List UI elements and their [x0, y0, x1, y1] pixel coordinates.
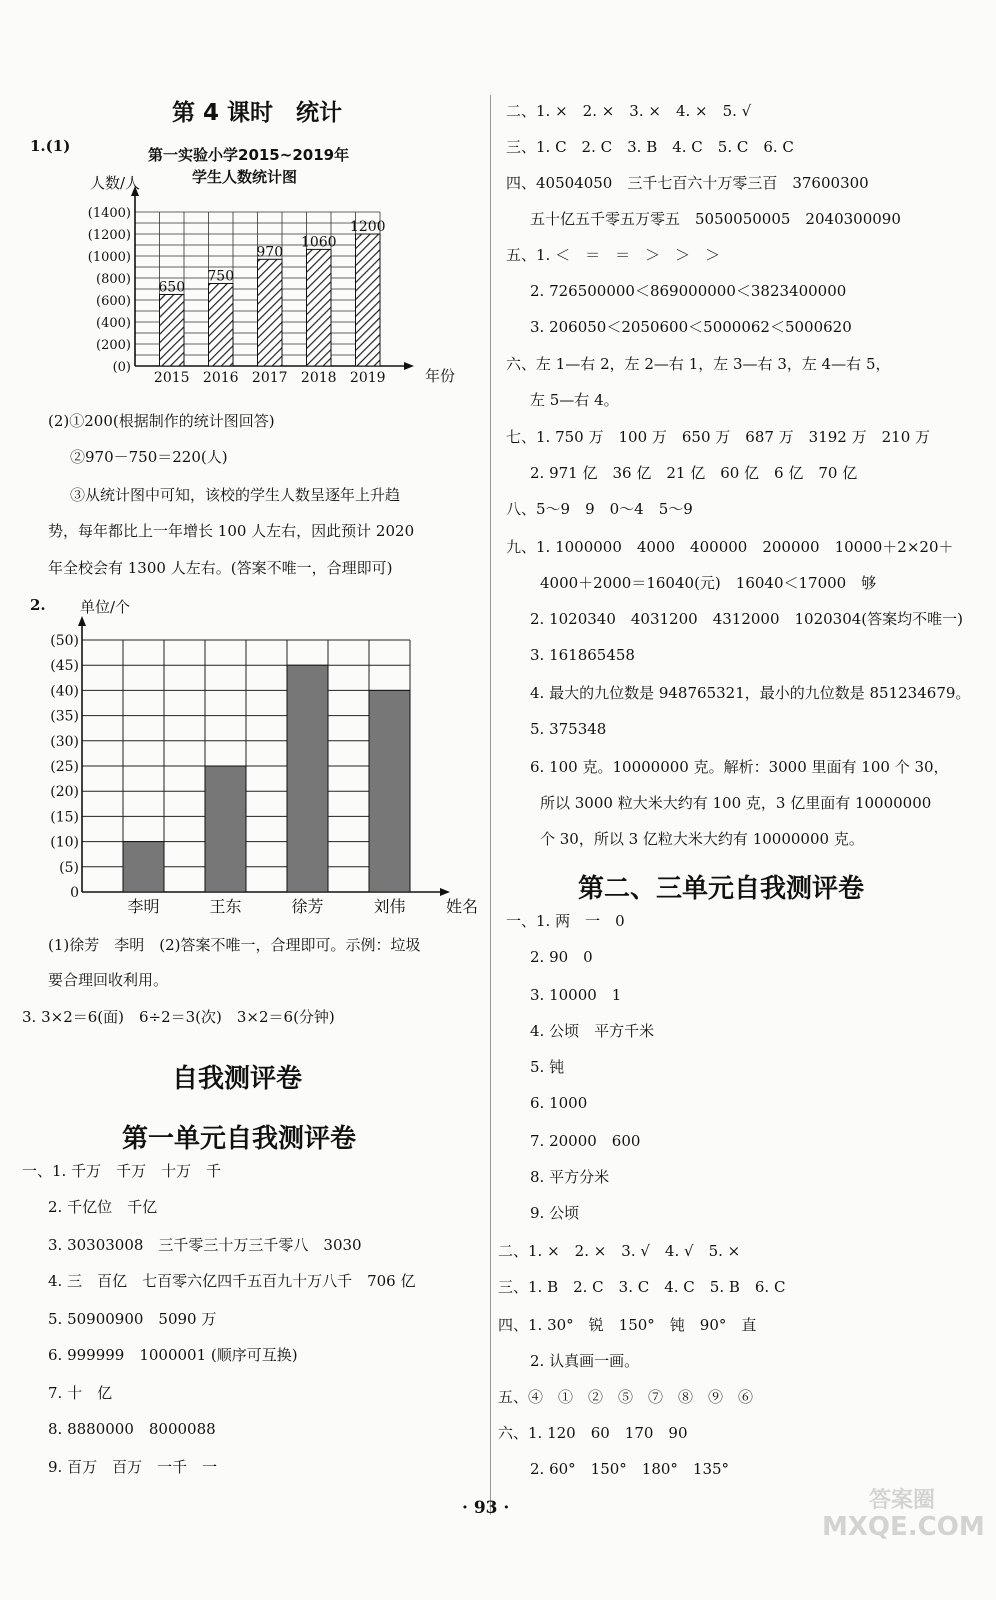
x-axis-label: 姓名: [445, 897, 479, 916]
right-answer-line: 3. 161865458: [530, 646, 635, 664]
unit1-line: 7. 十 亿: [48, 1384, 113, 1402]
right-answer-line: 九、1. 1000000 4000 400000 200000 10000＋2×20＋: [506, 538, 954, 556]
x-tick-label: 2018: [300, 370, 337, 386]
q1-label: 1.(1): [30, 137, 71, 155]
right-answer-line: 所以 3000 粒大米大约有 100 克，3 亿里面有 10000000: [540, 794, 932, 812]
chart1-title-line1: 第一实验小学2015~2019年: [148, 146, 350, 164]
right-answer-line: 6. 100 克。10000000 克。解析：3000 里面有 100 个 30，: [530, 758, 949, 776]
bar: [123, 842, 164, 892]
y-tick-label: (5): [59, 859, 79, 876]
unit1-title: 第一单元自我测评卷: [122, 1124, 357, 1154]
right-answer-line: 2. 726500000＜869000000＜3823400000: [530, 282, 847, 300]
q2-answer-line1: (1)徐芳 李明 (2)答案不唯一，合理即可。示例：垃圾: [48, 936, 421, 954]
bar: [307, 249, 332, 366]
q2-answer-line2: 要合理回收利用。: [48, 971, 169, 989]
right-answer-line: 四、40504050 三千七百六十万零三百 37600300: [506, 174, 869, 192]
page-number: · 93 ·: [462, 1498, 510, 1518]
y-tick-label: (800): [96, 272, 131, 287]
right-answer-line: 八、5～9 9 0～4 5～9: [506, 500, 693, 518]
y-tick-label: (25): [50, 759, 79, 775]
bar: [209, 284, 234, 367]
q1-2-line1: (2)①200(根据制作的统计图回答): [48, 412, 275, 430]
right-answer-line: 2. 971 亿 36 亿 21 亿 60 亿 6 亿 70 亿: [530, 464, 858, 482]
data-label: 650: [158, 279, 186, 296]
right-answer-line: 4000＋2000＝16040(元) 16040＜17000 够: [540, 574, 877, 592]
y-tick-label: (10): [50, 834, 79, 851]
right-answer-line: 二、1. × 2. × 3. × 4. × 5. √: [506, 102, 752, 120]
q3-answer: 3. 3×2＝6(面) 6÷2＝3(次) 3×2＝6(分钟): [22, 1008, 335, 1026]
chart1-title-line2: 学生人数统计图: [192, 168, 298, 186]
unit1-line: 2. 千亿位 千亿: [48, 1198, 158, 1216]
bar: [369, 690, 410, 892]
y-tick-label: (600): [96, 294, 131, 309]
unit23-title: 第二、三单元自我测评卷: [578, 874, 865, 904]
q1-2-line2: ②970－750＝220(人): [70, 448, 228, 466]
right-answer-line: 三、1. C 2. C 3. B 4. C 5. C 6. C: [506, 138, 794, 156]
right-answer-line: 4. 最大的九位数是 948765321，最小的九位数是 851234679。: [530, 684, 971, 702]
q2-label: 2.: [30, 596, 46, 614]
bar: [287, 665, 328, 892]
unit1-line: 5. 50900900 5090 万: [48, 1310, 217, 1328]
y-axis-label: 人数/人: [89, 174, 141, 192]
unit1-line: 一、1. 千万 千万 十万 千: [22, 1162, 222, 1180]
data-label: 970: [256, 244, 284, 261]
right-answer-line: 5. 375348: [530, 720, 607, 738]
right-answer-line: 2. 1020340 4031200 4312000 1020304(答案均不唯一): [530, 610, 964, 628]
right-answer-line: 个 30，所以 3 亿粒大米大约有 10000000 克。: [540, 830, 864, 848]
data-label: 1200: [349, 219, 386, 235]
chart-student-count: [60, 170, 480, 400]
data-label: 750: [207, 268, 235, 285]
bar: [160, 295, 185, 367]
y-tick-label: (15): [50, 809, 79, 826]
y-tick-label: (200): [96, 338, 131, 353]
bar: [258, 259, 283, 366]
y-tick-label: (40): [50, 683, 79, 700]
right-answer-line: 8. 平方分米: [530, 1168, 610, 1186]
data-label: 1060: [300, 234, 337, 251]
right-answer-line: 4. 公顷 平方千米: [530, 1022, 655, 1040]
right-answer-line: 左 5—右 4。: [530, 391, 619, 409]
x-tick-label: 王东: [209, 897, 242, 916]
right-answer-line: 7. 20000 600: [530, 1132, 641, 1150]
x-axis-arrow: [440, 888, 450, 896]
right-answer-line: 二、1. × 2. × 3. √ 4. √ 5. ×: [498, 1242, 741, 1260]
y-axis-arrow: [78, 616, 86, 626]
right-answer-line: 一、1. 两 一 0: [506, 912, 625, 930]
right-answer-line: 五十亿五千零五万零五 5050050005 2040300090: [530, 210, 901, 228]
right-answer-line: 七、1. 750 万 100 万 650 万 687 万 3192 万 210 万: [506, 428, 931, 446]
y-tick-label: 0: [70, 885, 79, 901]
y-tick-label: (1000): [87, 250, 131, 265]
chart-item-count: [42, 596, 482, 926]
y-tick-label: (0): [112, 360, 131, 375]
right-answer-line: 三、1. B 2. C 3. C 4. C 5. B 6. C: [498, 1278, 786, 1296]
section-title: 自我测评卷: [172, 1064, 303, 1094]
y-tick-label: (50): [50, 633, 79, 649]
right-answer-line: 六、左 1—右 2，左 2—右 1，左 3—右 3，左 4—右 5，: [506, 355, 891, 373]
bar: [356, 234, 381, 366]
y-tick-label: (400): [96, 316, 131, 331]
x-tick-label: 2016: [202, 370, 239, 386]
right-answer-line: 五、1. ＜ ＝ ＝ ＞ ＞ ＞: [506, 246, 721, 264]
y-tick-label: (35): [50, 708, 79, 725]
q1-2-line4: 势，每年都比上一年增长 100 人左右，因此预计 2020: [48, 522, 415, 540]
column-divider: [490, 95, 491, 1515]
x-tick-label: 刘伟: [373, 897, 406, 916]
y-tick-label: (30): [50, 733, 79, 750]
y-tick-label: (1200): [87, 228, 131, 243]
x-axis-arrow: [404, 362, 414, 370]
right-answer-line: 四、1. 30° 锐 150° 钝 90° 直: [498, 1316, 757, 1334]
right-answer-line: 2. 90 0: [530, 948, 593, 966]
right-answer-line: 5. 钝: [530, 1058, 565, 1076]
lesson-title: 第 4 课时 统计: [172, 100, 343, 126]
x-tick-label: 2019: [349, 370, 386, 386]
x-axis-label: 年份: [424, 367, 456, 385]
unit1-line: 8. 8880000 8000088: [48, 1420, 216, 1438]
watermark-logo: 答案圈 MXQE.COM: [822, 1488, 985, 1543]
x-tick-label: 2017: [251, 370, 288, 386]
unit1-line: 4. 三 百亿 七百零六亿四千五百九十万八千 706 亿: [48, 1272, 416, 1290]
right-answer-line: 2. 60° 150° 180° 135°: [530, 1460, 730, 1478]
right-answer-line: 五、④ ① ② ⑤ ⑦ ⑧ ⑨ ⑥: [498, 1388, 754, 1406]
unit1-line: 6. 999999 1000001 (顺序可互换): [48, 1346, 298, 1364]
x-tick-label: 徐芳: [291, 897, 324, 916]
right-answer-line: 9. 公顷: [530, 1204, 580, 1222]
right-answer-line: 3. 10000 1: [530, 986, 622, 1004]
right-answer-line: 6. 1000: [530, 1094, 588, 1112]
x-tick-label: 2015: [153, 370, 190, 386]
y-axis-label: 单位/个: [80, 598, 131, 616]
bar: [205, 766, 246, 892]
right-answer-line: 六、1. 120 60 170 90: [498, 1424, 688, 1442]
right-answer-line: 2. 认真画一画。: [530, 1352, 640, 1370]
y-tick-label: (20): [50, 784, 79, 801]
q1-2-line3: ③从统计图中可知，该校的学生人数呈逐年上升趋: [70, 486, 401, 504]
unit1-line: 9. 百万 百万 一千 一: [48, 1458, 218, 1476]
q1-2-line5: 年全校会有 1300 人左右。(答案不唯一，合理即可): [48, 559, 393, 577]
right-answer-line: 3. 206050＜2050600＜5000062＜5000620: [530, 318, 852, 336]
y-tick-label: (45): [50, 658, 79, 675]
y-tick-label: (1400): [87, 206, 131, 221]
unit1-line: 3. 30303008 三千零三十万三千零八 3030: [48, 1236, 362, 1254]
x-tick-label: 李明: [127, 897, 160, 916]
